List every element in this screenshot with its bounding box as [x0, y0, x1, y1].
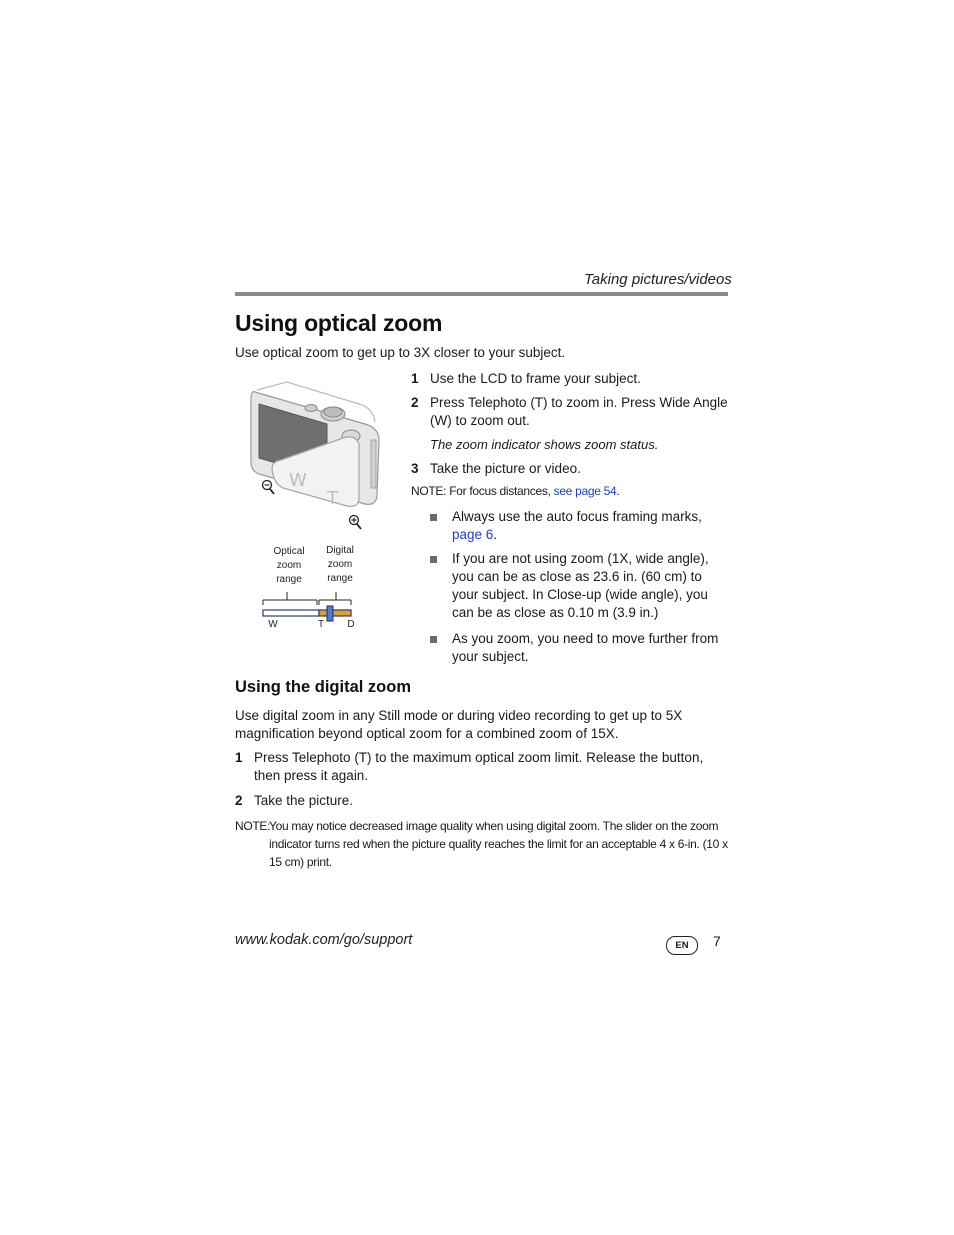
bullet-square-icon — [430, 556, 437, 563]
optical-step-1: 1 Use the LCD to frame your subject. — [411, 371, 641, 386]
scale-label-t: T — [317, 619, 325, 630]
digital-step-2: 2 Take the picture. — [235, 793, 354, 808]
support-url[interactable]: www.kodak.com/go/support — [235, 932, 413, 948]
optical-zoom-bar — [263, 610, 319, 616]
bullet-item: Always use the auto focus framing marks, page 6. — [430, 508, 730, 544]
optical-zoom-range-label: Optical zoom range — [273, 546, 305, 585]
optical-step-3: 3 Take the picture or video. — [411, 461, 581, 476]
page-title: Using optical zoom — [235, 310, 443, 336]
digital-step-1: 1 Press Telephoto (T) to the maximum optical zoom limit. Release the button, then press it again. — [235, 750, 704, 783]
digital-zoom-heading: Using the digital zoom — [235, 678, 411, 696]
zoom-indicator-note: The zoom indicator shows zoom status. — [430, 437, 659, 452]
wide-label: W — [289, 470, 307, 491]
optical-step-2: 2 Press Telephoto (T) to zoom in. Press Wide Angle (W) to zoom out. — [411, 395, 728, 428]
language-badge: EN — [666, 936, 698, 955]
bullet-square-icon — [430, 636, 437, 643]
digital-zoom-bar — [319, 610, 351, 616]
scale-label-w: W — [268, 619, 278, 630]
bullet-link-page-6[interactable]: page 6 — [452, 527, 494, 542]
focus-note: NOTE: For focus distances, see page 54. — [411, 484, 620, 498]
camera-illustration — [247, 378, 387, 538]
section-title: Taking pictures/videos — [584, 271, 732, 288]
digital-zoom-intro: Use digital zoom in any Still mode or during video recording to get up to 5X magnification beyond optical zoom for a combined zoom of 15X. — [235, 708, 683, 741]
bullet-square-icon — [430, 514, 437, 521]
zoom-in-magnifier-icon — [350, 516, 362, 530]
focus-note-link[interactable]: see page 54 — [553, 484, 617, 498]
bullet-item: As you zoom, you need to move further from your subject. — [430, 630, 730, 666]
digital-zoom-range-label: Digital zoom range — [326, 545, 354, 584]
tele-label: T — [327, 488, 338, 509]
header-rule — [235, 292, 728, 296]
bullet-item: If you are not using zoom (1X, wide angle), you can be as close as 23.6 in. (60 cm) to your subject. In Close-up (wide angle), you can be as close as 0.10 m (3.9 in.) — [430, 550, 730, 622]
zoom-slider — [327, 606, 333, 621]
scale-label-d: D — [347, 619, 355, 630]
page-number: 7 — [713, 933, 721, 949]
zoom-out-magnifier-icon — [263, 481, 275, 495]
intro-text: Use optical zoom to get up to 3X closer to your subject. — [235, 345, 566, 360]
